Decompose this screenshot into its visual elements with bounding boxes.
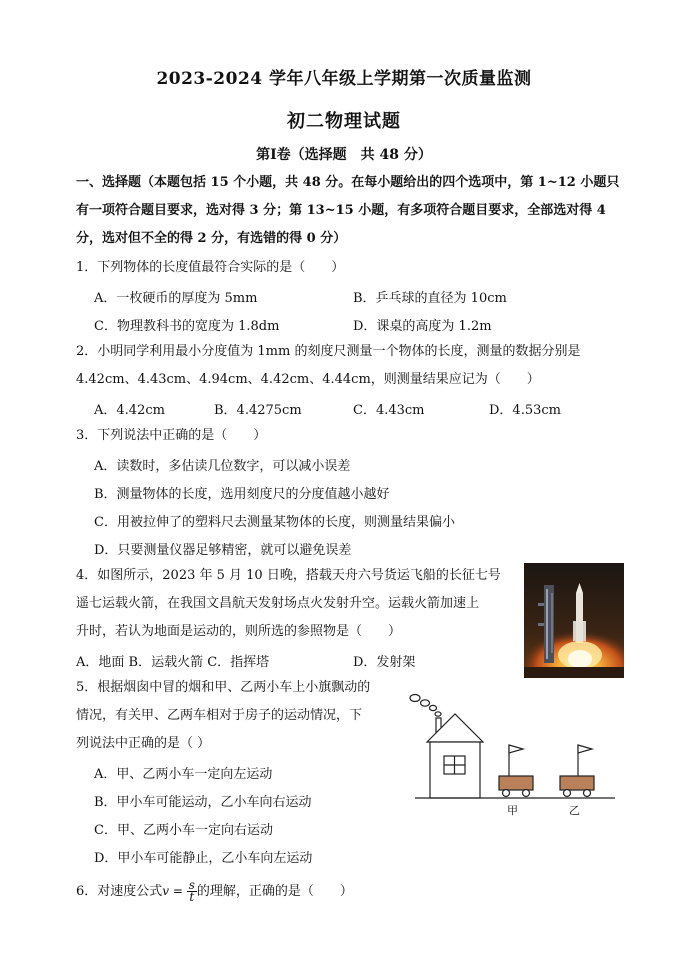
question-2-option-a: A．4.42cm xyxy=(94,403,165,418)
question-3-option-b: B．测量物体的长度，选用刻度尺的分度值越小越好 xyxy=(94,487,390,502)
section-heading: 第Ⅰ卷（选择题 共 48 分） xyxy=(256,147,432,163)
cart-a-icon xyxy=(499,745,533,797)
question-4-stem-line-3: 升时，若认为地面是运动的，则所选的参照物是（ ） xyxy=(76,624,402,639)
question-5-stem-line-3: 列说法中正确的是（ ） xyxy=(76,736,211,751)
question-1-stem: 1．下列物体的长度值最符合实际的是（ ） xyxy=(76,260,345,275)
cart-b-icon xyxy=(560,745,594,797)
instructions-line-3: 分，选对但不全的得 2 分，有选错的得 0 分） xyxy=(76,231,347,246)
question-5-stem-line-2: 情况，有关甲、乙两车相对于房子的运动情况，下 xyxy=(76,708,363,723)
question-5-option-c: C．甲、乙两小车一定向右运动 xyxy=(94,823,273,838)
house-and-carts-diagram xyxy=(405,690,620,825)
question-5-option-a: A．甲、乙两小车一定向左运动 xyxy=(94,767,273,782)
question-3-option-d: D．只要测量仪器足够精密，就可以避免误差 xyxy=(94,543,352,558)
question-5-option-b: B．甲小车可能运动，乙小车向右运动 xyxy=(94,795,312,810)
question-2-stem-line-2: 4.42cm、4.43cm、4.94cm、4.42cm、4.44cm，则测量结果应记为（ ） xyxy=(76,372,540,387)
instructions-line-1: 一、选择题（本题包括 15 个小题，共 48 分。在每小题给出的四个选项中，第 1~12 小题只 xyxy=(76,175,620,190)
question-2-stem-line-1: 2．小明同学利用最小分度值为 1mm 的刻度尺测量一个物体的长度，测量的数据分别是 xyxy=(76,344,581,359)
question-2-option-c: C．4.43cm xyxy=(353,403,425,418)
chimney-smoke-icon xyxy=(410,695,441,717)
question-2-option-d: D．4.53cm xyxy=(489,403,561,418)
question-6-stem xyxy=(76,880,353,903)
instructions-line-2: 有一项符合题目要求，选对得 3 分；第 13~15 小题，有多项符合题目要求，全部选对得 4 xyxy=(76,203,606,218)
speed-formula xyxy=(162,880,197,903)
house-icon xyxy=(427,714,483,798)
question-5-option-d: D．甲小车可能静止，乙小车向左运动 xyxy=(94,851,313,866)
cart-a-label: 甲 xyxy=(507,804,518,817)
question-1-option-c: C．物理教科书的宽度为 1.8dm xyxy=(94,319,280,334)
question-6-stem-prefix: 6．对速度公式 xyxy=(76,884,163,899)
question-1-option-b: B．乒乓球的直径为 10cm xyxy=(353,291,507,306)
question-4-option-d: D．发射架 xyxy=(353,655,416,670)
question-3-option-c: C．用被拉伸了的塑料尺去测量某物体的长度，则测量结果偏小 xyxy=(94,515,455,530)
exam-title: 2023-2024 学年八年级上学期第一次质量监测 xyxy=(156,69,532,89)
formula-v: v xyxy=(162,884,170,898)
formula-numerator: s xyxy=(188,878,195,892)
question-2-option-b: B．4.4275cm xyxy=(214,403,302,418)
exam-subtitle: 初二物理试题 xyxy=(287,111,401,132)
question-1-option-a: A．一枚硬币的厚度为 5mm xyxy=(94,291,258,306)
question-3-option-a: A．读数时，多估读几位数字，可以减小误差 xyxy=(94,459,351,474)
question-3-stem: 3．下列说法中正确的是（ ） xyxy=(76,428,267,443)
formula-equals: = xyxy=(169,884,187,898)
rocket-launch-photo xyxy=(524,563,624,678)
question-1-option-d: D．课桌的高度为 1.2m xyxy=(353,319,492,334)
question-5-stem-line-1: 5．根据烟囱中冒的烟和甲、乙两小车上小旗飘动的 xyxy=(76,680,371,695)
formula-denominator: t xyxy=(189,890,195,904)
formula-fraction xyxy=(187,880,197,903)
cart-b-label: 乙 xyxy=(569,804,580,817)
question-6-stem-suffix: 的理解，正确的是（ ） xyxy=(196,884,353,899)
question-4-options-abc: A．地面 B．运载火箭 C．指挥塔 xyxy=(76,655,270,670)
question-4-stem-line-2: 遥七运载火箭，在我国文昌航天发射场点火发射升空。运载火箭加速上 xyxy=(76,596,480,611)
question-4-stem-line-1: 4．如图所示，2023 年 5 月 10 日晚，搭载天舟六号货运飞船的长征七号 xyxy=(76,568,501,583)
